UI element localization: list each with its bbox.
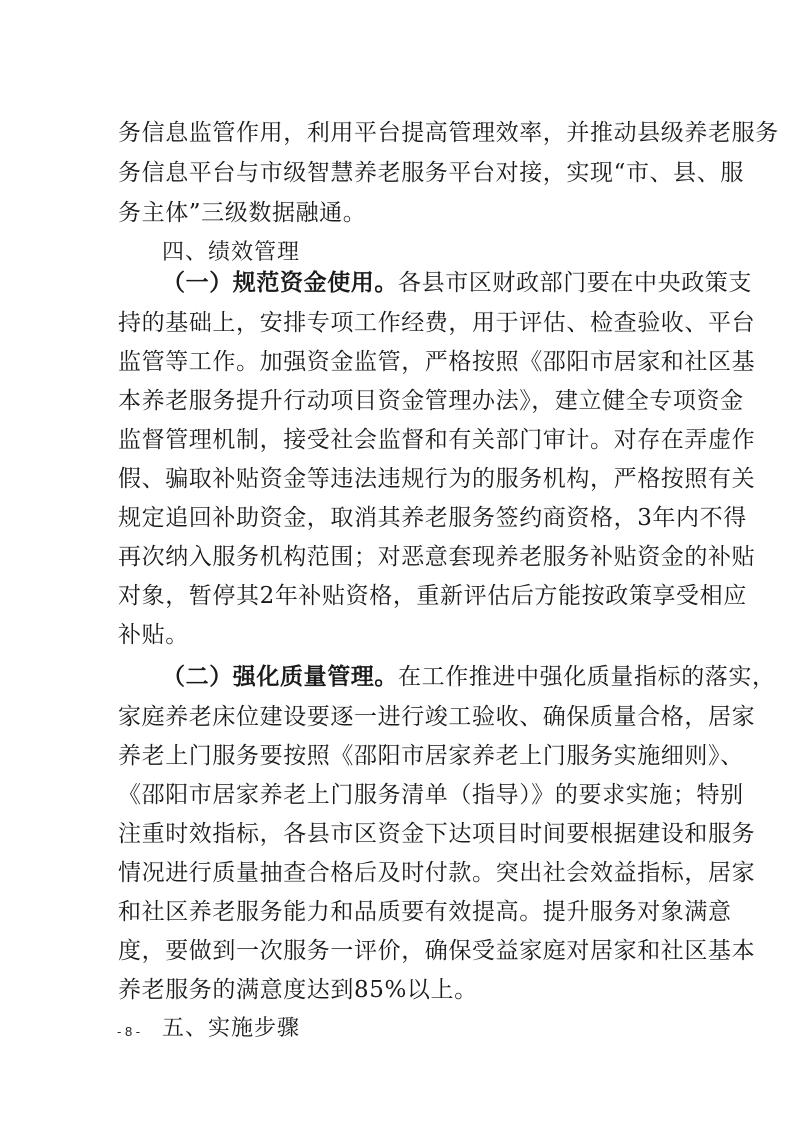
body-line: 本养老服务提升行动项目资金管理办法》，建立健全专项资金	[118, 388, 744, 414]
body-line: 假、骗取补贴资金等违法违规行为的服务机构，严格按照有关	[118, 466, 756, 492]
body-line: 和社区养老服务能力和品质要有效提高。提升服务对象满意	[118, 899, 732, 925]
body-line: 补贴。	[118, 622, 189, 648]
subheading-2: （二）强化质量管理。	[162, 663, 398, 690]
body-line: 对象，暂停其2年补贴资格，重新评估后方能按政策享受相应	[118, 583, 747, 609]
paragraph-2-line-1	[162, 662, 776, 692]
subheading-1: （一）规范资金使用。	[162, 269, 398, 296]
body-line: 度，要做到一次服务一评价，确保受益家庭对居家和社区基本	[118, 938, 756, 964]
body-line: 情况进行质量抽查合格后及时付款。突出社会效益指标，居家	[118, 860, 756, 886]
body-line-1: 务信息监管作用，利用平台提高管理效率，并推动县级养老服务	[118, 120, 779, 146]
body-line: 持的基础上，安排专项工作经费，用于评估、检查验收、平台	[118, 310, 756, 336]
body-line: 监管等工作。加强资金监管，严格按照《邵阳市居家和社区基	[118, 349, 756, 375]
body-line: 监督管理机制，接受社会监督和有关部门审计。对存在弄虚作	[118, 427, 756, 453]
body-line: 《邵阳市居家养老上门服务清单（指导）》的要求实施；特别	[118, 782, 744, 808]
body-line: 家庭养老床位建设要逐一进行竣工验收、确保质量合格，居家	[118, 704, 756, 730]
paragraph-text: 各县市区财政部门要在中央政策支	[398, 270, 752, 296]
body-line: 养老服务的满意度达到85%以上。	[118, 977, 478, 1003]
body-line: 注重时效指标，各县市区资金下达项目时间要根据建设和服务	[118, 821, 756, 847]
section-heading-5: 五、实施步骤	[162, 1016, 301, 1041]
body-line: 再次纳入服务机构范围；对恶意套现养老服务补贴资金的补贴	[118, 544, 756, 570]
body-line-2: 务信息平台与市级智慧养老服务平台对接，实现“市、县、服	[118, 160, 744, 186]
body-line-3: 务主体”三级数据融通。	[118, 200, 367, 226]
body-line: 规定追回补助资金，取消其养老服务签约商资格，3年内不得	[118, 505, 747, 531]
page-number: - 8 -	[117, 1024, 141, 1039]
body-line: 养老上门服务要按照《邵阳市居家养老上门服务实施细则》、	[118, 743, 744, 769]
paragraph-text: 在工作推进中强化质量指标的落实，	[398, 664, 776, 690]
section-heading-4: 四、绩效管理	[162, 240, 301, 265]
paragraph-1-line-1	[162, 268, 752, 298]
